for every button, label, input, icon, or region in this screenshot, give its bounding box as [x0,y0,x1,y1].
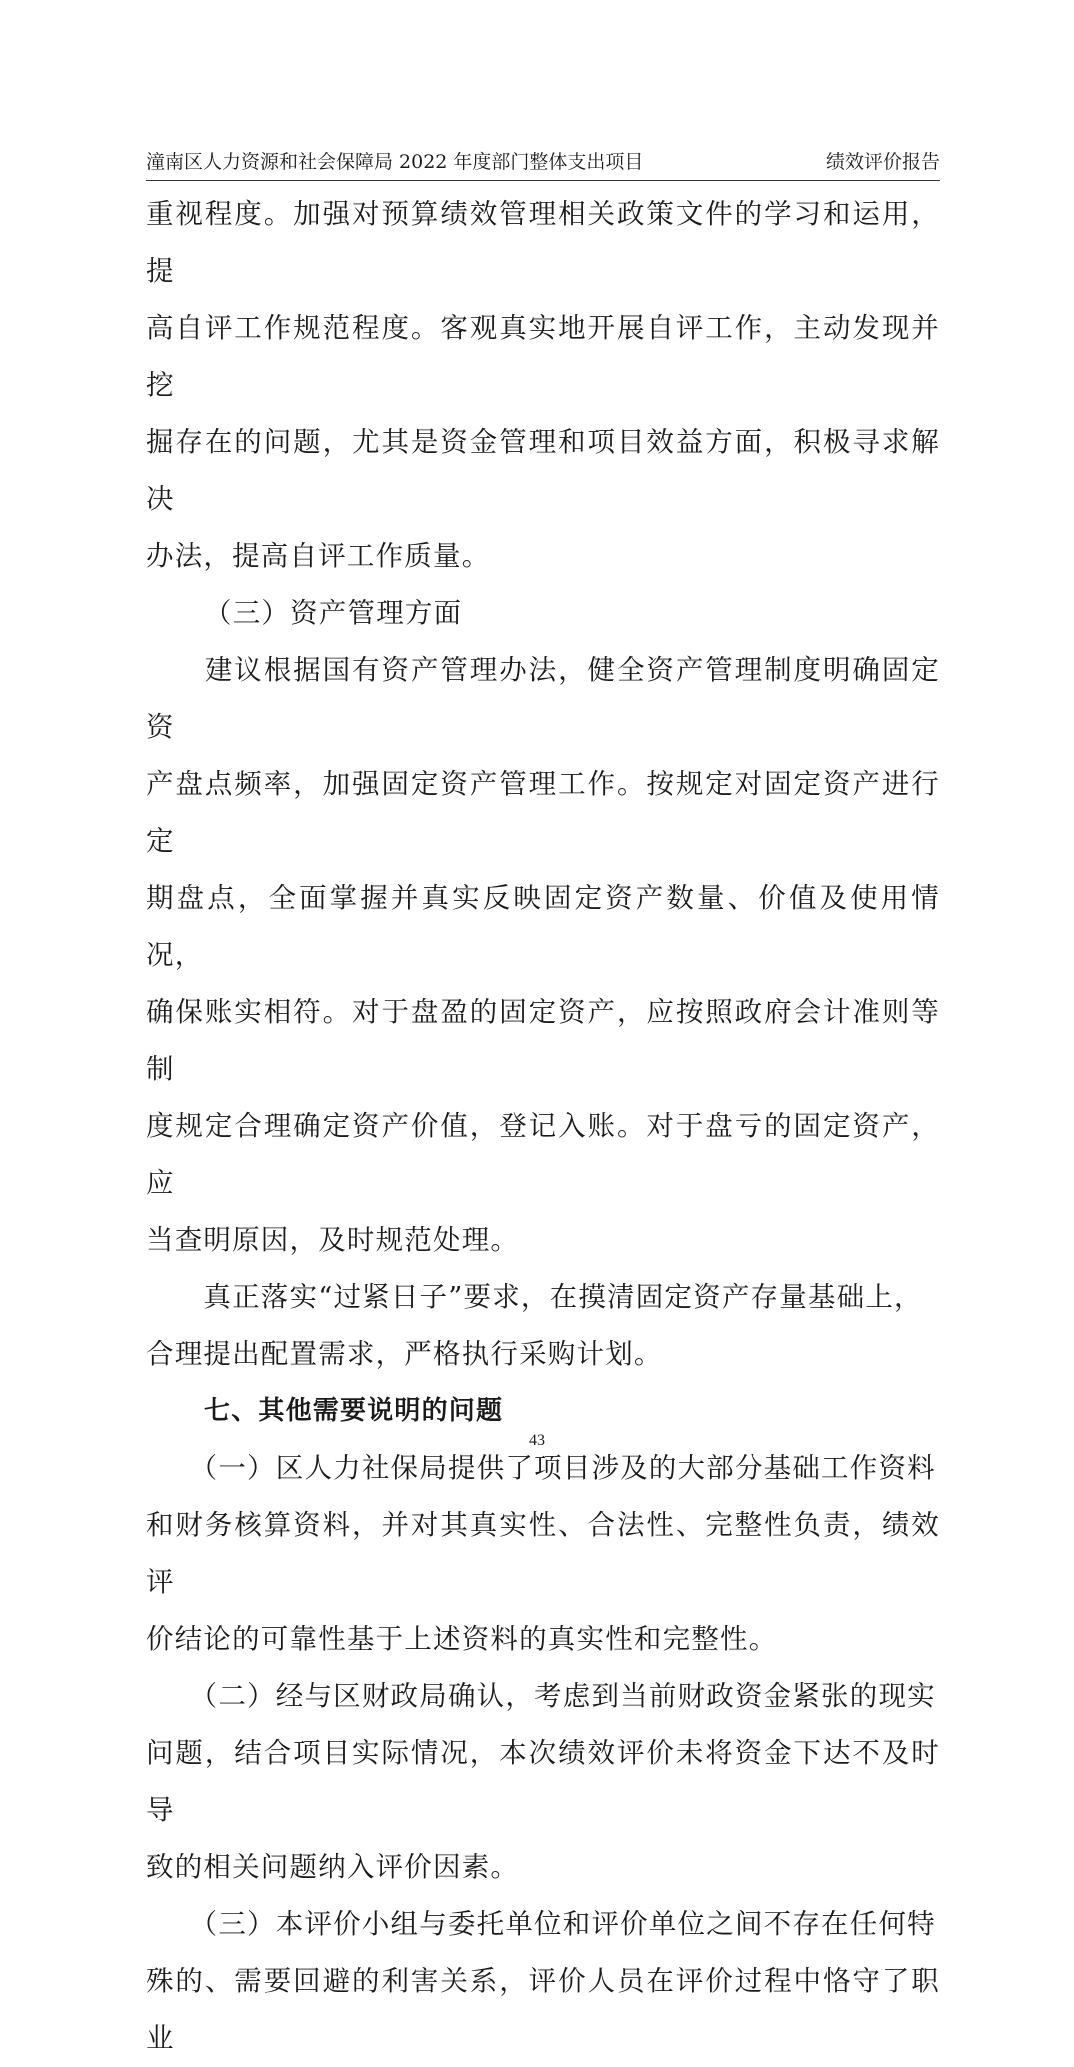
section-heading-other-issues: 七、其他需要说明的问题 [204,1396,504,1426]
subheading-asset-management: （三）资产管理方面 [204,597,463,629]
paragraph-other-2: （二）经与区财政局确认，考虑到当前财政资金紧张的现实 问题，结合项目实际情况，本次绩效评价未将资金下达不及时导 致的相关问题纳入评价因素。 [146,1680,940,1883]
page-header [146,150,940,181]
paragraph-asset-management: 建议根据国有资产管理办法，健全资产管理制度明确固定资 产盘点频率，加强固定资产管理工作。按规定对固定资产进行定 期盘点，全面掌握并真实反映固定资产数量、价值及使用情况， 确保账实相符。对于盘盈的固定资产，应按照政府会计准则等制 度规定合理确定资产价值，登记入账。对于盘亏的固定资产，应 当查明原因，及时规范处理。 [146,654,940,1256]
page-number: 43 [529,1432,545,1449]
paragraph-self-evaluation: 重视程度。加强对预算绩效管理相关政策文件的学习和运用，提 高自评工作规范程度。客观真实地开展自评工作，主动发现并挖 掘存在的问题，尤其是资金管理和项目效益方面，积极寻求解决 办法，提高自评工作质量。 [146,198,940,572]
paragraph-other-1: （一）区人力社保局提供了项目涉及的大部分基础工作资料 和财务核算资料，并对其真实性、合法性、完整性负责，绩效评 价结论的可靠性基于上述资料的真实性和完整性。 [146,1452,940,1655]
header-report-type: 绩效评价报告 [825,151,940,173]
page-content [146,186,940,2067]
paragraph-other-3: （三）本评价小组与委托单位和评价单位之间不存在任何特 殊的、需要回避的利害关系，评价人员在评价过程中恪守了职业 [146,1908,940,2054]
paragraph-austerity: 真正落实“过紧日子”要求，在摸清固定资产存量基础上， 合理提出配置需求，严格执行采购计划。 [146,1281,923,1370]
header-title: 潼南区人力资源和社会保障局 2022 年度部门整体支出项目 [146,151,644,173]
